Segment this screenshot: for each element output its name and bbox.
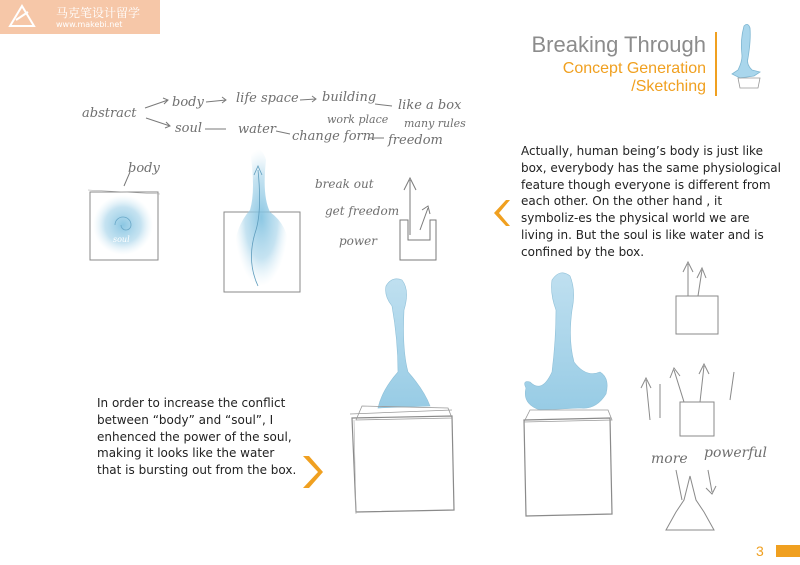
note-life-space: life space [236, 91, 299, 106]
note-more: more [651, 451, 688, 467]
watermark-url: www.makebi.net [56, 20, 123, 29]
note-powerful: powerful [704, 445, 768, 461]
paragraph-conflict: In order to increase the conflict between “body” and “soul”, I enhenced the power of the soul, making it looks like the water that is bursting out from the box. [97, 396, 297, 478]
note-soul: soul [175, 121, 203, 136]
note-work-place: work place [327, 113, 389, 126]
note-power: power [339, 234, 378, 248]
note-many-rules: many rules [404, 117, 466, 130]
water-splash-icon [732, 24, 760, 88]
paragraph-body-soul: Actually, human being’s body is just like box, everybody has the same physiological feature though everyone is different from each other. On the other hand , it symboliz-es the physical world we are living in. But the soul is like water and is confined by the box. [521, 144, 781, 259]
page-number: 3 [756, 543, 764, 559]
chevron-right-icon [303, 456, 323, 488]
sketch-right-column [641, 262, 734, 530]
note-freedom: freedom [388, 133, 443, 148]
note-body-label: body [128, 161, 160, 176]
page-title: Breaking Through [531, 32, 706, 57]
sketch-body-box [88, 172, 160, 260]
note-change-form: change form [292, 129, 376, 144]
sketch-splash-tall [350, 279, 454, 514]
note-body: body [172, 95, 204, 110]
sketch-splash-crown [524, 273, 612, 516]
note-get-freedom: get freedom [325, 204, 400, 218]
note-water: water [238, 122, 277, 137]
page-subtitle-line2: /Sketching [631, 78, 706, 95]
page-subtitle-line1: Concept Generation [562, 60, 706, 77]
note-like-a-box: like a box [398, 98, 462, 113]
note-break-out: break out [315, 177, 374, 191]
sketch-breakout-arrows [400, 178, 436, 260]
watermark-text: 马克笔设计留学 [56, 6, 141, 20]
page-number-tab [776, 545, 800, 557]
note-abstract: abstract [82, 106, 137, 121]
note-building: building [322, 90, 377, 105]
sketch-drop-box [224, 149, 300, 292]
chevron-left-icon [494, 200, 510, 226]
note-soul-label: soul [113, 235, 130, 244]
